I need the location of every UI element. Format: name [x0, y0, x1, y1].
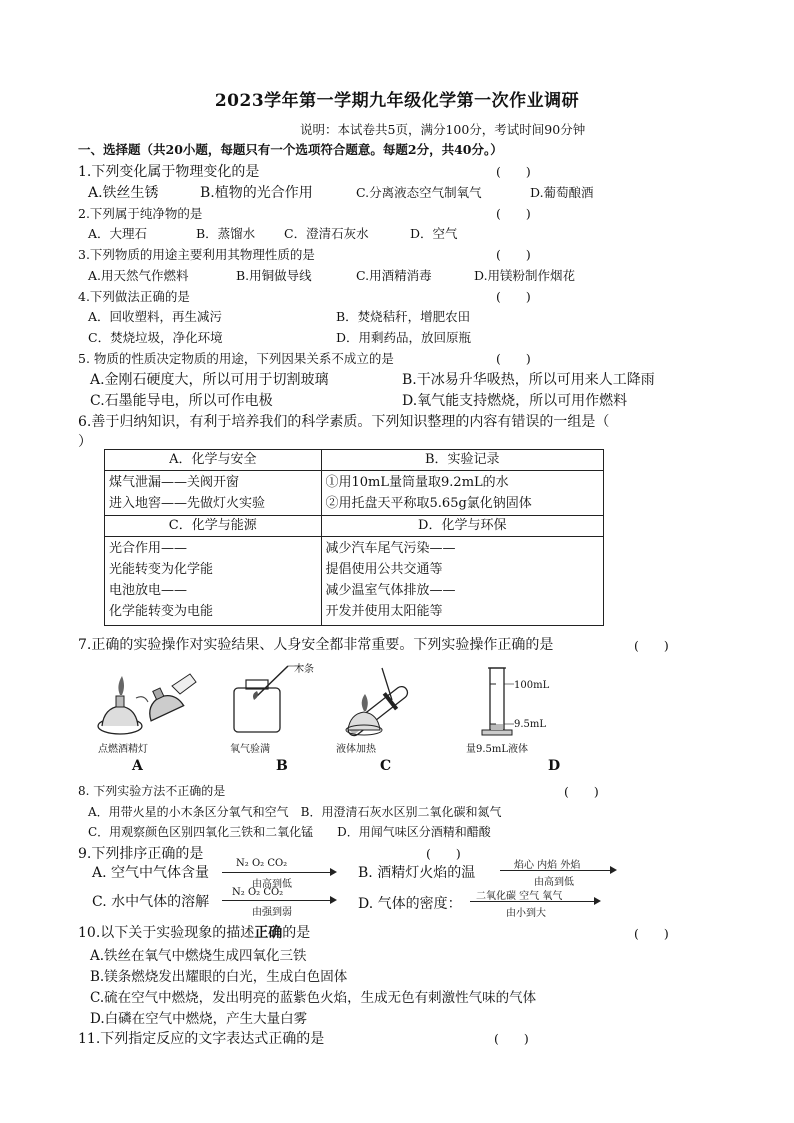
figure-d-letter: D: [548, 758, 561, 774]
q2-option-d: D．空气: [410, 226, 458, 241]
table-cell-d-line: 减少温室气体排放——: [325, 583, 456, 598]
figure-b-letter: B: [276, 758, 288, 774]
q10-stem-pre: 10.以下关于实验现象的描述: [78, 925, 255, 941]
table-cell-c-line: 电池放电——: [109, 583, 188, 598]
q4-answer-paren: ( ): [496, 289, 531, 304]
q9-option-d-arrow: [470, 901, 596, 902]
q10-stem: [78, 922, 310, 942]
q9-option-a-label: A. 空气中气体含量: [92, 865, 210, 881]
table-head-a: A．化学与安全: [105, 450, 322, 471]
q4-option-c: C．焚烧垃圾，净化环境: [88, 330, 223, 345]
q7-figures: [84, 660, 604, 775]
q6-stem-end: ）: [78, 434, 92, 450]
q5-option-d: D.氧气能支持燃烧，所以可用作燃料: [402, 393, 628, 409]
q9-option-c-direction: 由强到弱: [252, 907, 292, 918]
q9-stem: 9.下列排序正确的是: [78, 846, 204, 862]
q6-stem: 6.善于归纳知识，有利于培养我们的科学素质。下列知识整理的内容有错误的一组是（: [78, 414, 610, 430]
q3-option-c: C.用酒精消毒: [356, 268, 432, 283]
table-cell-c-line: 光能转变为化学能: [109, 562, 214, 577]
q9-option-b-label: B. 酒精灯火焰的温: [358, 865, 476, 881]
table-cell-d-line: 开发并使用太阳能等: [325, 604, 443, 619]
q10-option-a: A.铁丝在氧气中燃烧生成四氧化三铁: [90, 948, 307, 964]
q9-option-c-label: C. 水中气体的溶解: [92, 894, 210, 910]
table-cell-d: [321, 537, 603, 626]
table-cell-c: [105, 537, 322, 626]
q9-option-a-direction: 由高到低: [252, 879, 292, 890]
q1-option-d: D.葡萄酿酒: [530, 185, 594, 200]
q1-option-b: B.植物的光合作用: [200, 185, 313, 201]
q9-option-d-direction: 由小到大: [506, 908, 546, 919]
q9-option-a-arrow: [222, 872, 332, 873]
table-cell-b-line: ①用10mL量筒量取9.2mL的水: [325, 475, 509, 490]
q5-option-a: A.金刚石硬度大，所以可用于切割玻璃: [90, 372, 329, 388]
q9-option-b-arrow-head-icon: [610, 866, 617, 874]
figure-c-letter: C: [380, 758, 392, 774]
q3-option-b: B.用铜做导线: [236, 268, 312, 283]
q8-stem: 8. 下列实验方法不正确的是: [78, 784, 226, 798]
q4-stem: 4.下列做法正确的是: [78, 289, 190, 304]
q9-option-c-arrow-head-icon: [330, 896, 337, 904]
q7-stem: 7.正确的实验操作对实验结果、人身安全都非常重要。下列实验操作正确的是: [78, 637, 554, 653]
q9-option-d-label: D. 气体的密度：: [358, 896, 462, 912]
figure-c-caption: 液体加热: [336, 744, 376, 755]
q9-option-b-order: 焰心 内焰 外焰: [514, 860, 581, 871]
q7-answer-paren: ( ): [634, 638, 669, 653]
q3-answer-paren: ( ): [496, 247, 531, 262]
q2-stem: 2.下列属于纯净物的是: [78, 206, 203, 221]
figure-d-label-100ml: 100mL: [514, 680, 550, 691]
q9-option-d-order: 二氧化碳 空气 氧气: [476, 891, 563, 902]
q10-option-c: C.硫在空气中燃烧，发出明亮的蓝紫色火焰，生成无色有刺激性气味的气体: [90, 990, 537, 1006]
q3-option-a: A.用天然气作燃料: [88, 268, 189, 283]
q10-option-d: D.白磷在空气中燃烧，产生大量白雾: [90, 1011, 308, 1027]
figure-d-label-9-5ml: 9.5mL: [514, 719, 547, 730]
page-title: 2023学年第一学期九年级化学第一次作业调研: [214, 91, 580, 111]
q10-option-b: B.镁条燃烧发出耀眼的白光，生成白色固体: [90, 969, 348, 985]
q4-option-a: A．回收塑料，再生减污: [88, 309, 223, 324]
q9-option-a-arrow-head-icon: [330, 868, 337, 876]
q4-option-b: B．焚烧秸秆，增肥农田: [336, 309, 471, 324]
table-cell-b: [321, 471, 603, 516]
q11-stem: 11.下列指定反应的文字表达式正确的是: [78, 1031, 325, 1047]
section-heading: 一、选择题（共20小题，每题只有一个选项符合题意。每题2分，共40分。）: [78, 142, 503, 157]
table-cell-d-line: 提倡使用公共交通等: [325, 562, 443, 577]
figure-a-letter: A: [132, 758, 143, 774]
table-cell-c-line: 光合作用——: [109, 541, 188, 556]
figure-b-caption: 氧气验满: [230, 744, 270, 755]
q9-option-c-order: N₂ O₂ CO₂: [232, 887, 284, 898]
table-cell-b-line: ②用托盘天平称取5.65g氯化钠固体: [325, 496, 532, 511]
table-head-d: D．化学与环保: [321, 516, 603, 537]
q8-options-cd: C．用观察颜色区别四氧化三铁和二氧化锰 D．用闻气味区分酒精和醋酸: [88, 825, 491, 839]
q5-stem: 5. 物质的性质决定物质的用途，下列因果关系不成立的是: [78, 351, 394, 366]
table-cell-c-line: 化学能转变为电能: [109, 604, 214, 619]
q5-option-b: B.干冰易升华吸热，所以可用来人工降雨: [402, 372, 655, 388]
q2-option-c: C．澄清石灰水: [284, 226, 369, 241]
q5-answer-paren: ( ): [496, 351, 531, 366]
q10-stem-post: 的是: [282, 925, 311, 941]
table-head-c: C．化学与能源: [105, 516, 322, 537]
q9-option-b-direction: 由高到低: [534, 877, 574, 888]
knowledge-table: [104, 449, 604, 626]
q5-option-c: C.石墨能导电，所以可作电极: [90, 393, 273, 409]
figure-b-bottle-icon: [224, 660, 334, 740]
q9-answer-paren: ( ): [426, 846, 461, 861]
q9-option-b-arrow: [500, 870, 612, 871]
exam-note: 说明：本试卷共5页，满分100分，考试时间90分钟: [300, 122, 586, 137]
figure-c-heating-icon: [332, 660, 452, 740]
table-cell-d-line: 减少汽车尾气污染——: [325, 541, 456, 556]
q11-answer-paren: ( ): [494, 1031, 529, 1046]
table-head-b: B．实验记录: [321, 450, 603, 471]
q8-options-ab: A．用带火星的小木条区分氧气和空气 B．用澄清石灰水区别二氧化碳和氮气: [88, 805, 502, 819]
table-cell-a: [105, 471, 322, 516]
q3-stem: 3.下列物质的用途主要利用其物理性质的是: [78, 247, 315, 262]
table-cell-a-line: 煤气泄漏——关阀开窗: [109, 475, 240, 490]
q1-answer-paren: ( ): [496, 164, 531, 179]
figure-b-stick-label: 木条: [294, 664, 314, 675]
q2-answer-paren: ( ): [496, 206, 531, 221]
q4-option-d: D．用剩药品，放回原瓶: [336, 330, 472, 345]
q9-option-c-arrow: [222, 900, 332, 901]
figure-d-caption: 量9.5mL液体: [466, 744, 529, 755]
q10-answer-paren: ( ): [634, 926, 669, 941]
table-cell-a-line: 进入地窖——先做灯火实验: [109, 496, 266, 511]
q8-answer-paren: ( ): [564, 784, 599, 799]
figure-a-caption: 点燃酒精灯: [98, 744, 148, 755]
figure-a-lamp-icon: [92, 668, 202, 740]
q2-option-b: B．蒸馏水: [196, 226, 256, 241]
q10-stem-emphasis: 正确: [254, 925, 283, 941]
q9-option-d-arrow-head-icon: [594, 897, 601, 905]
q1-stem: 1.下列变化属于物理变化的是: [78, 164, 260, 180]
q3-option-d: D.用镁粉制作烟花: [474, 268, 576, 283]
q9-option-a-order: N₂ O₂ CO₂: [236, 858, 288, 869]
q2-option-a: A．大理石: [88, 226, 148, 241]
q1-option-a: A.铁丝生锈: [88, 185, 159, 201]
q1-option-c: C.分离液态空气制氧气: [356, 185, 482, 200]
